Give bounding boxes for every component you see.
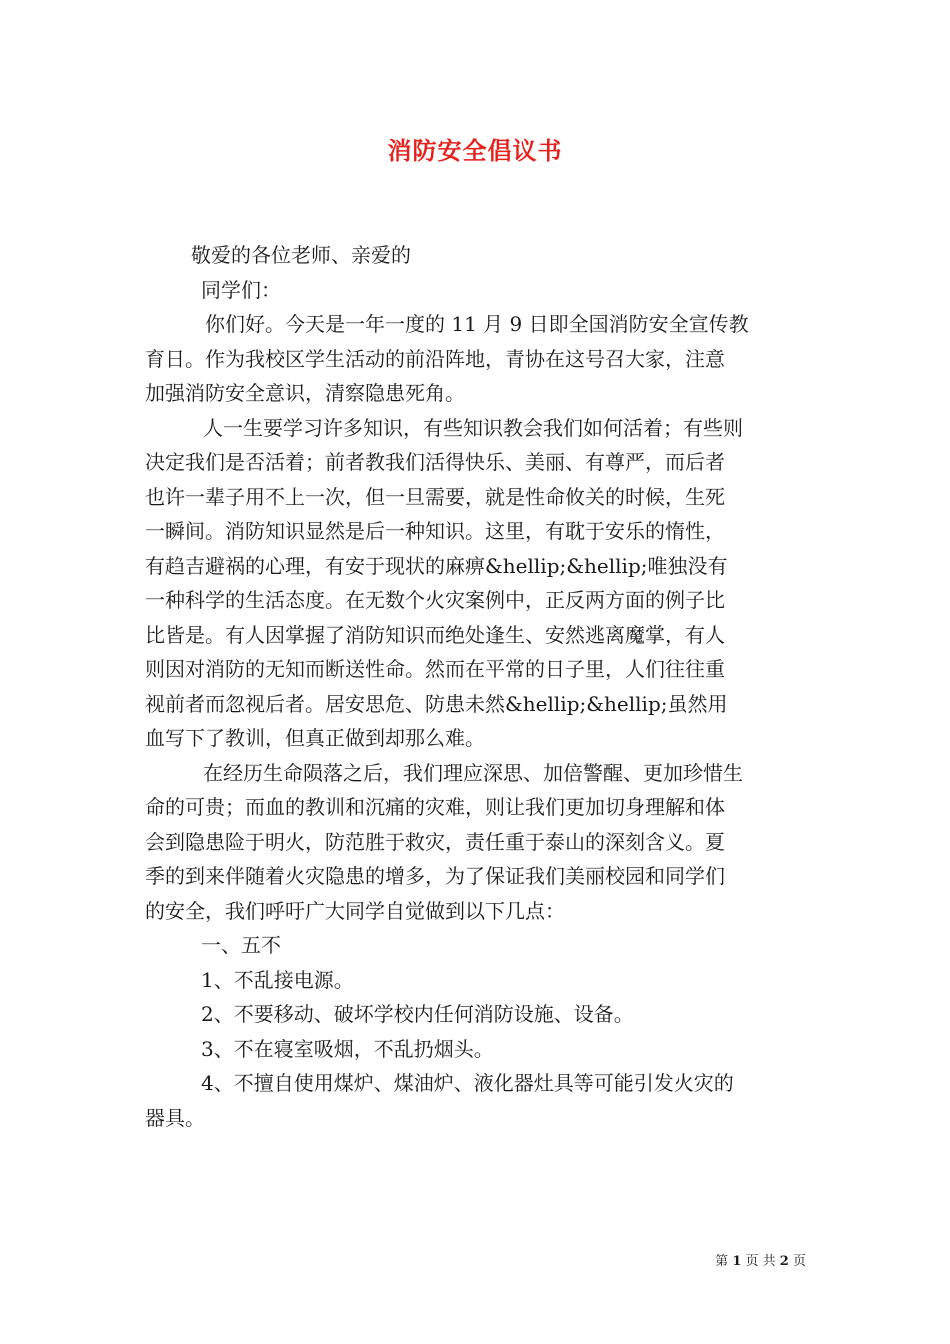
list-heading: 一、五不 [201,933,281,957]
paragraph-line: 一瞬间。消防知识显然是后一种知识。这里，有耽于安乐的惰性， [145,519,725,543]
paragraph-line: 加强消防安全意识，清察隐患死角。 [145,381,465,405]
document-body [145,238,810,1135]
paragraph-line: 也许一辈子用不上一次，但一旦需要，就是性命攸关的时候，生死 [145,484,725,509]
paragraph-line: 视前者而忽视后者。居安思危、防患未然&hellip;&hellip;虽然用 [145,691,728,716]
paragraph-line: 比皆是。有人因掌握了消防知识而绝处逢生、安然逃离魔掌，有人 [145,622,725,647]
footer-prefix: 第 [715,1254,729,1269]
footer-middle: 页 共 [745,1254,776,1269]
paragraph-line: 有趋吉避祸的心理，有安于现状的麻痹&hellip;&hellip;唯独没有 [145,553,728,578]
paragraph-line: 在经历生命陨落之后，我们理应深思、加倍警醒、更加珍惜生 [203,760,743,785]
salutation-line-1: 敬爱的各位老师、亲爱的 [191,243,411,267]
paragraph-line: 季的到来伴随着火灾隐患的增多，为了保证我们美丽校园和同学们 [145,864,725,888]
salutation-line-2: 同学们： [201,277,281,302]
paragraph-line: 育日。作为我校区学生活动的前沿阵地，青协在这号召大家，注意 [145,346,725,371]
paragraph-line: 决定我们是否活着；前者教我们活得快乐、美丽、有尊严，而后者 [145,450,725,474]
list-item-continuation: 器具。 [145,1105,205,1130]
paragraph-line: 一种科学的生活态度。在无数个火灾案例中，正反两方面的例子比 [145,588,725,612]
paragraph-line: 血写下了教训，但真正做到却那么难。 [145,726,485,750]
list-item: 4、不擅自使用煤炉、煤油炉、液化器灶具等可能引发火灾的 [201,1071,734,1095]
paragraph-line: 命的可贵；而血的教训和沉痛的灾难，则让我们更加切身理解和体 [145,795,725,819]
paragraph-line: 则因对消防的无知而断送性命。然而在平常的日子里，人们往往重 [145,657,725,681]
paragraph-line: 的安全，我们呼吁广大同学自觉做到以下几点： [145,898,565,923]
footer-suffix: 页 [792,1254,806,1269]
paragraph-line: 你们好。今天是一年一度的 11 月 9 日即全国消防安全宣传教 [205,312,749,336]
current-page-number: 1 [732,1254,742,1269]
list-item: 2、不要移动、破坏学校内任何消防设施、设备。 [201,1002,634,1026]
paragraph-line: 会到隐患险于明火，防范胜于救灾，责任重于泰山的深刻含义。夏 [145,829,725,854]
list-item: 1、不乱接电源。 [201,967,354,992]
total-page-number: 2 [779,1254,789,1269]
page-title: 消防安全倡议书 [387,136,563,165]
paragraph-line: 人一生要学习许多知识，有些知识教会我们如何活着；有些则 [203,415,743,440]
page-footer [715,1250,806,1269]
list-item: 3、不在寝室吸烟，不乱扔烟头。 [201,1036,494,1061]
